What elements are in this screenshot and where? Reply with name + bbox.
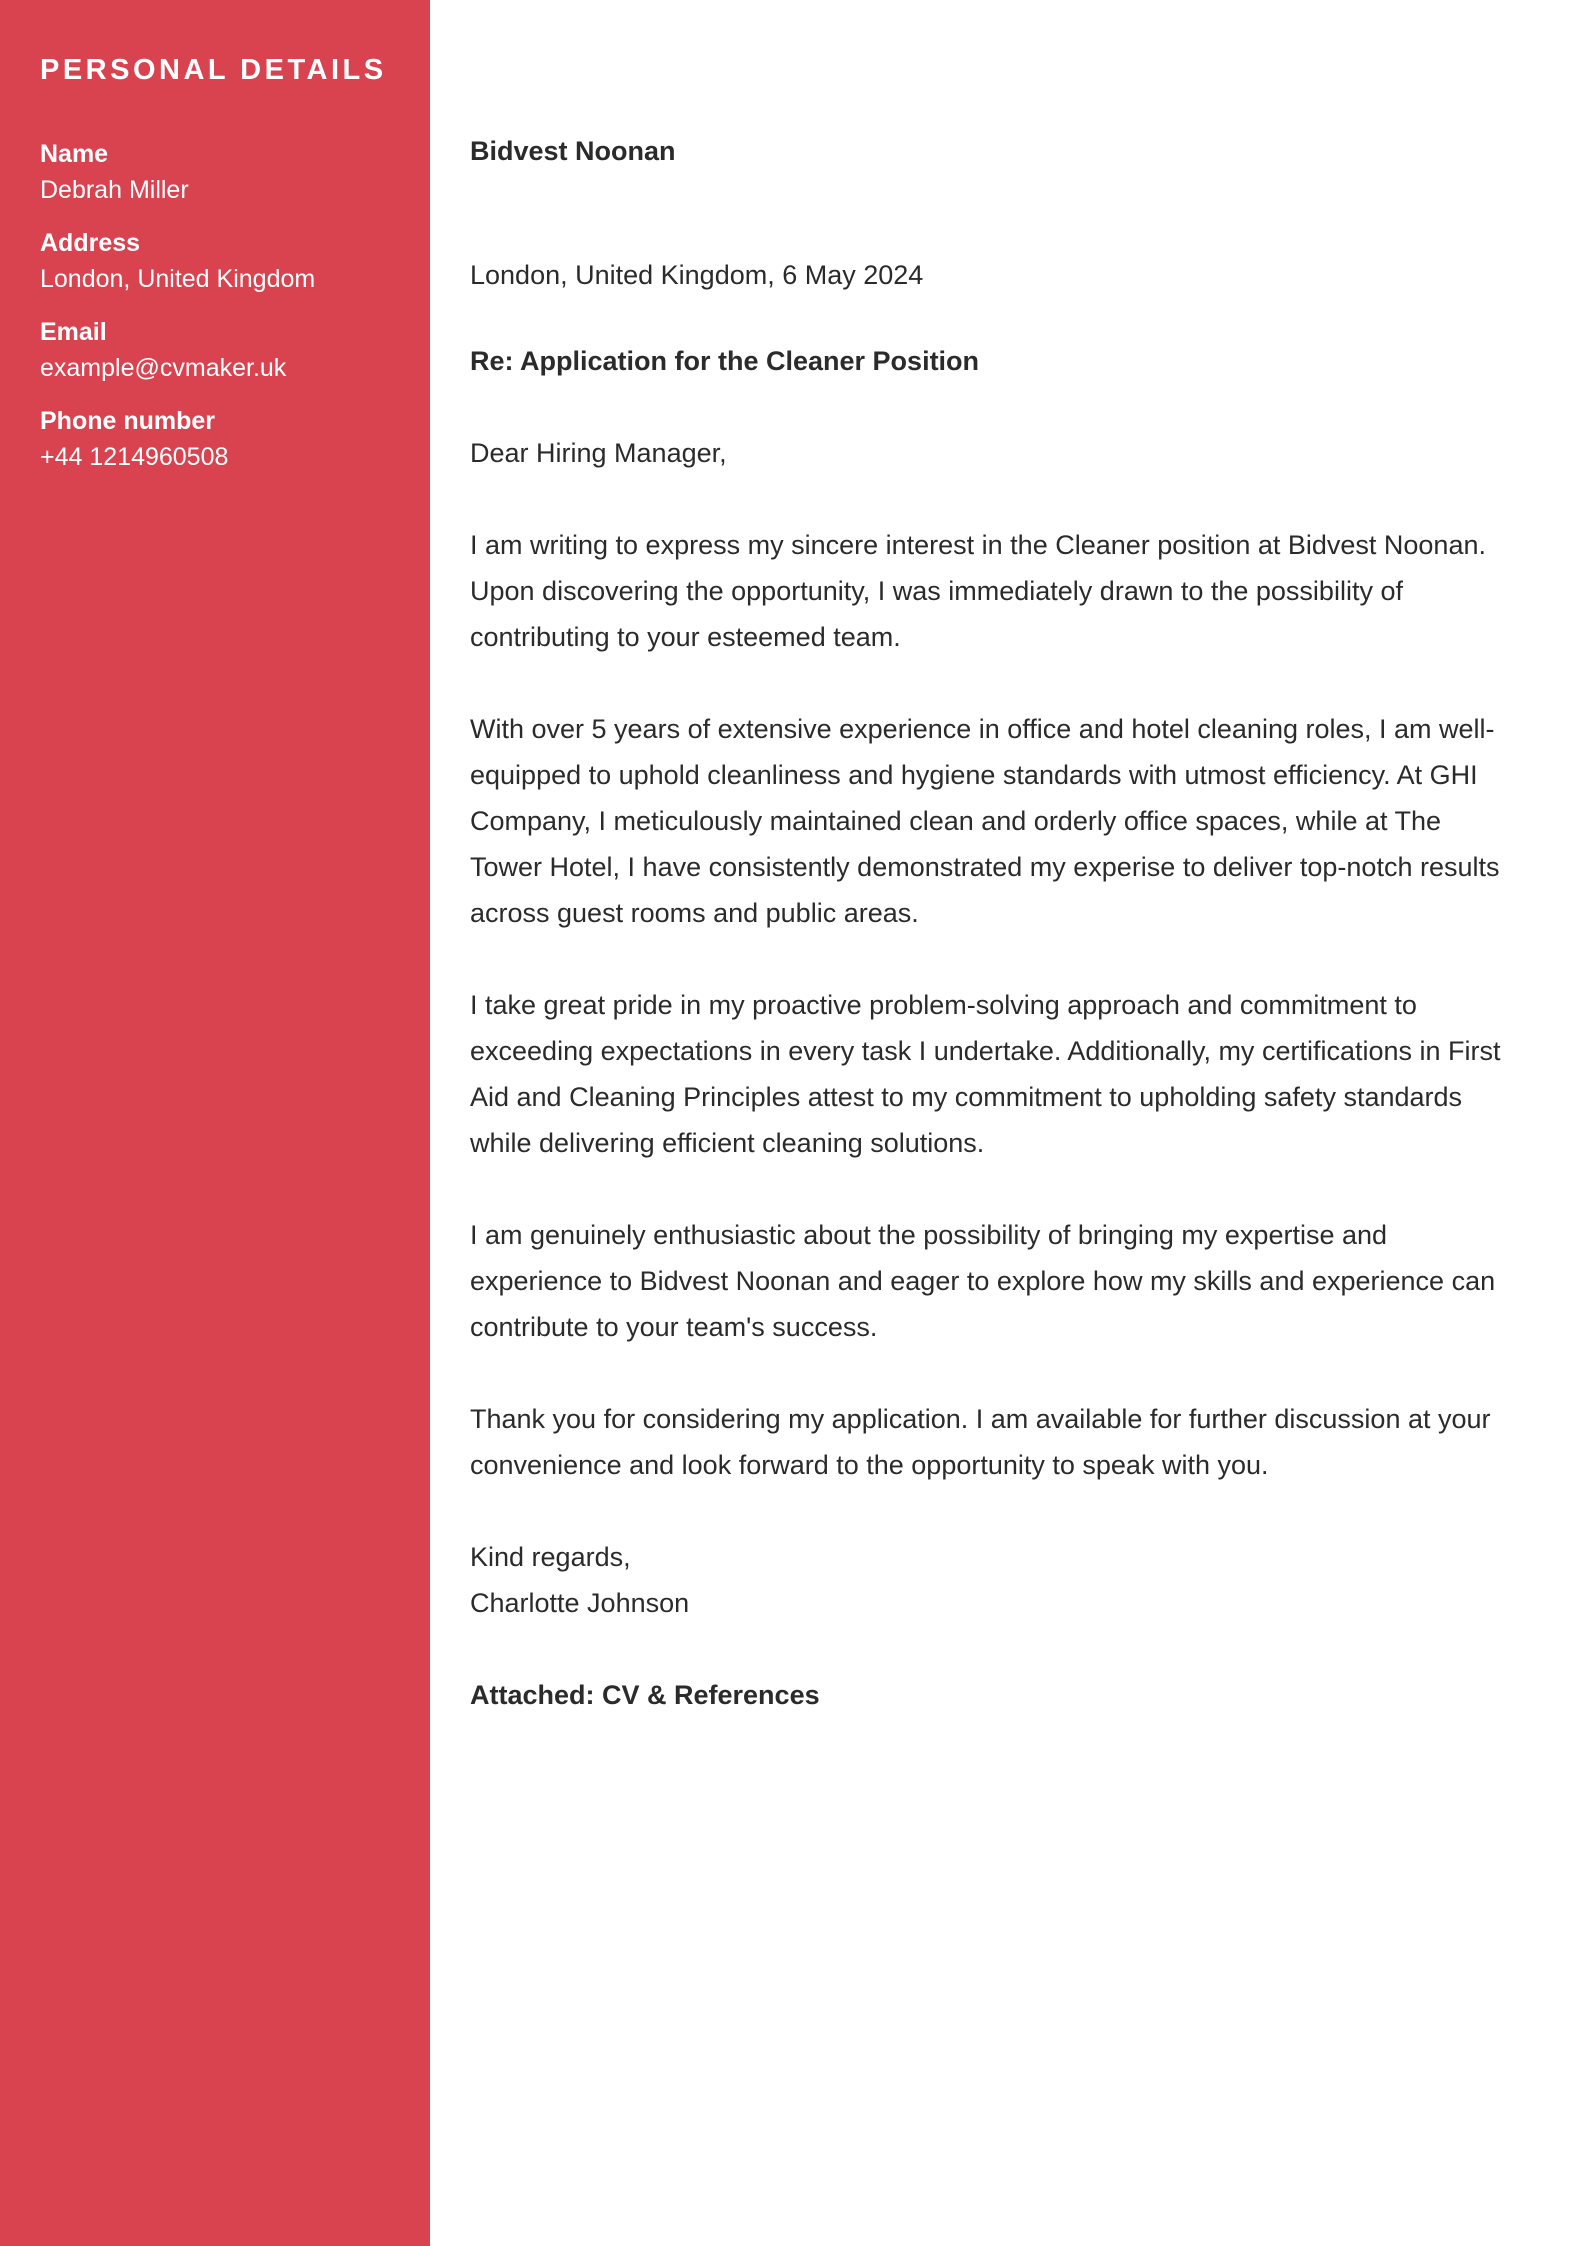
greeting: Dear Hiring Manager,: [470, 438, 727, 468]
detail-label: Phone number: [40, 407, 216, 435]
detail-value: example@cvmaker.uk: [40, 354, 287, 382]
paragraph-3: I take great pride in my proactive problem-solving approach and commitment to exceeding expectations in every task I undertake. Additionally, my certifications in First Aid and Cleaning Principles attest to my commitment to upholding safety standards while delivering efficient cleaning solutions.: [470, 990, 1501, 1158]
recipient-name: Bidvest Noonan: [470, 136, 676, 166]
detail-value: Debrah Miller: [40, 176, 189, 204]
paragraph-2: With over 5 years of extensive experience in office and hotel cleaning roles, I am well-equipped to uphold cleanliness and hygiene standards with utmost efficiency. At GHI Company, I meticulously maintained clean and orderly office spaces, while at The Tower Hotel, I have consistently demonstrated my experise to deliver top-notch results across guest rooms and public areas.: [470, 714, 1500, 928]
sidebar-heading: PERSONAL DETAILS: [40, 54, 387, 86]
paragraph-4: I am genuinely enthusiastic about the possibility of bringing my expertise and experience to Bidvest Noonan and eager to explore how my skills and experience can contribute to your team's success.: [470, 1220, 1496, 1342]
detail-label: Name: [40, 140, 109, 168]
personal-details-sidebar: [0, 0, 430, 2246]
detail-label: Email: [40, 318, 107, 346]
paragraph-1: I am writing to express my sincere interest in the Cleaner position at Bidvest Noonan. Upon discovering the opportunity, I was immediately drawn to the possibility of contributing to your esteemed team.: [470, 530, 1486, 652]
detail-email: [40, 314, 390, 386]
detail-name: [40, 136, 390, 208]
detail-label: Address: [40, 229, 141, 257]
place-date: London, United Kingdom, 6 May 2024: [470, 260, 924, 290]
detail-value: +44 1214960508: [40, 443, 229, 471]
subject-line: Re: Application for the Cleaner Position: [470, 346, 980, 376]
letter-body: [430, 0, 1588, 2246]
closing-phrase: Kind regards,: [470, 1542, 631, 1572]
attachments-note: Attached: CV & References: [470, 1680, 820, 1710]
detail-value: London, United Kingdom: [40, 265, 316, 293]
signature-name: Charlotte Johnson: [470, 1588, 690, 1618]
closing-block: [470, 1534, 1518, 1626]
detail-address: [40, 225, 390, 297]
detail-phone: [40, 403, 390, 475]
paragraph-5: Thank you for considering my application. I am available for further discussion at your convenience and look forward to the opportunity to speak with you.: [470, 1404, 1491, 1480]
